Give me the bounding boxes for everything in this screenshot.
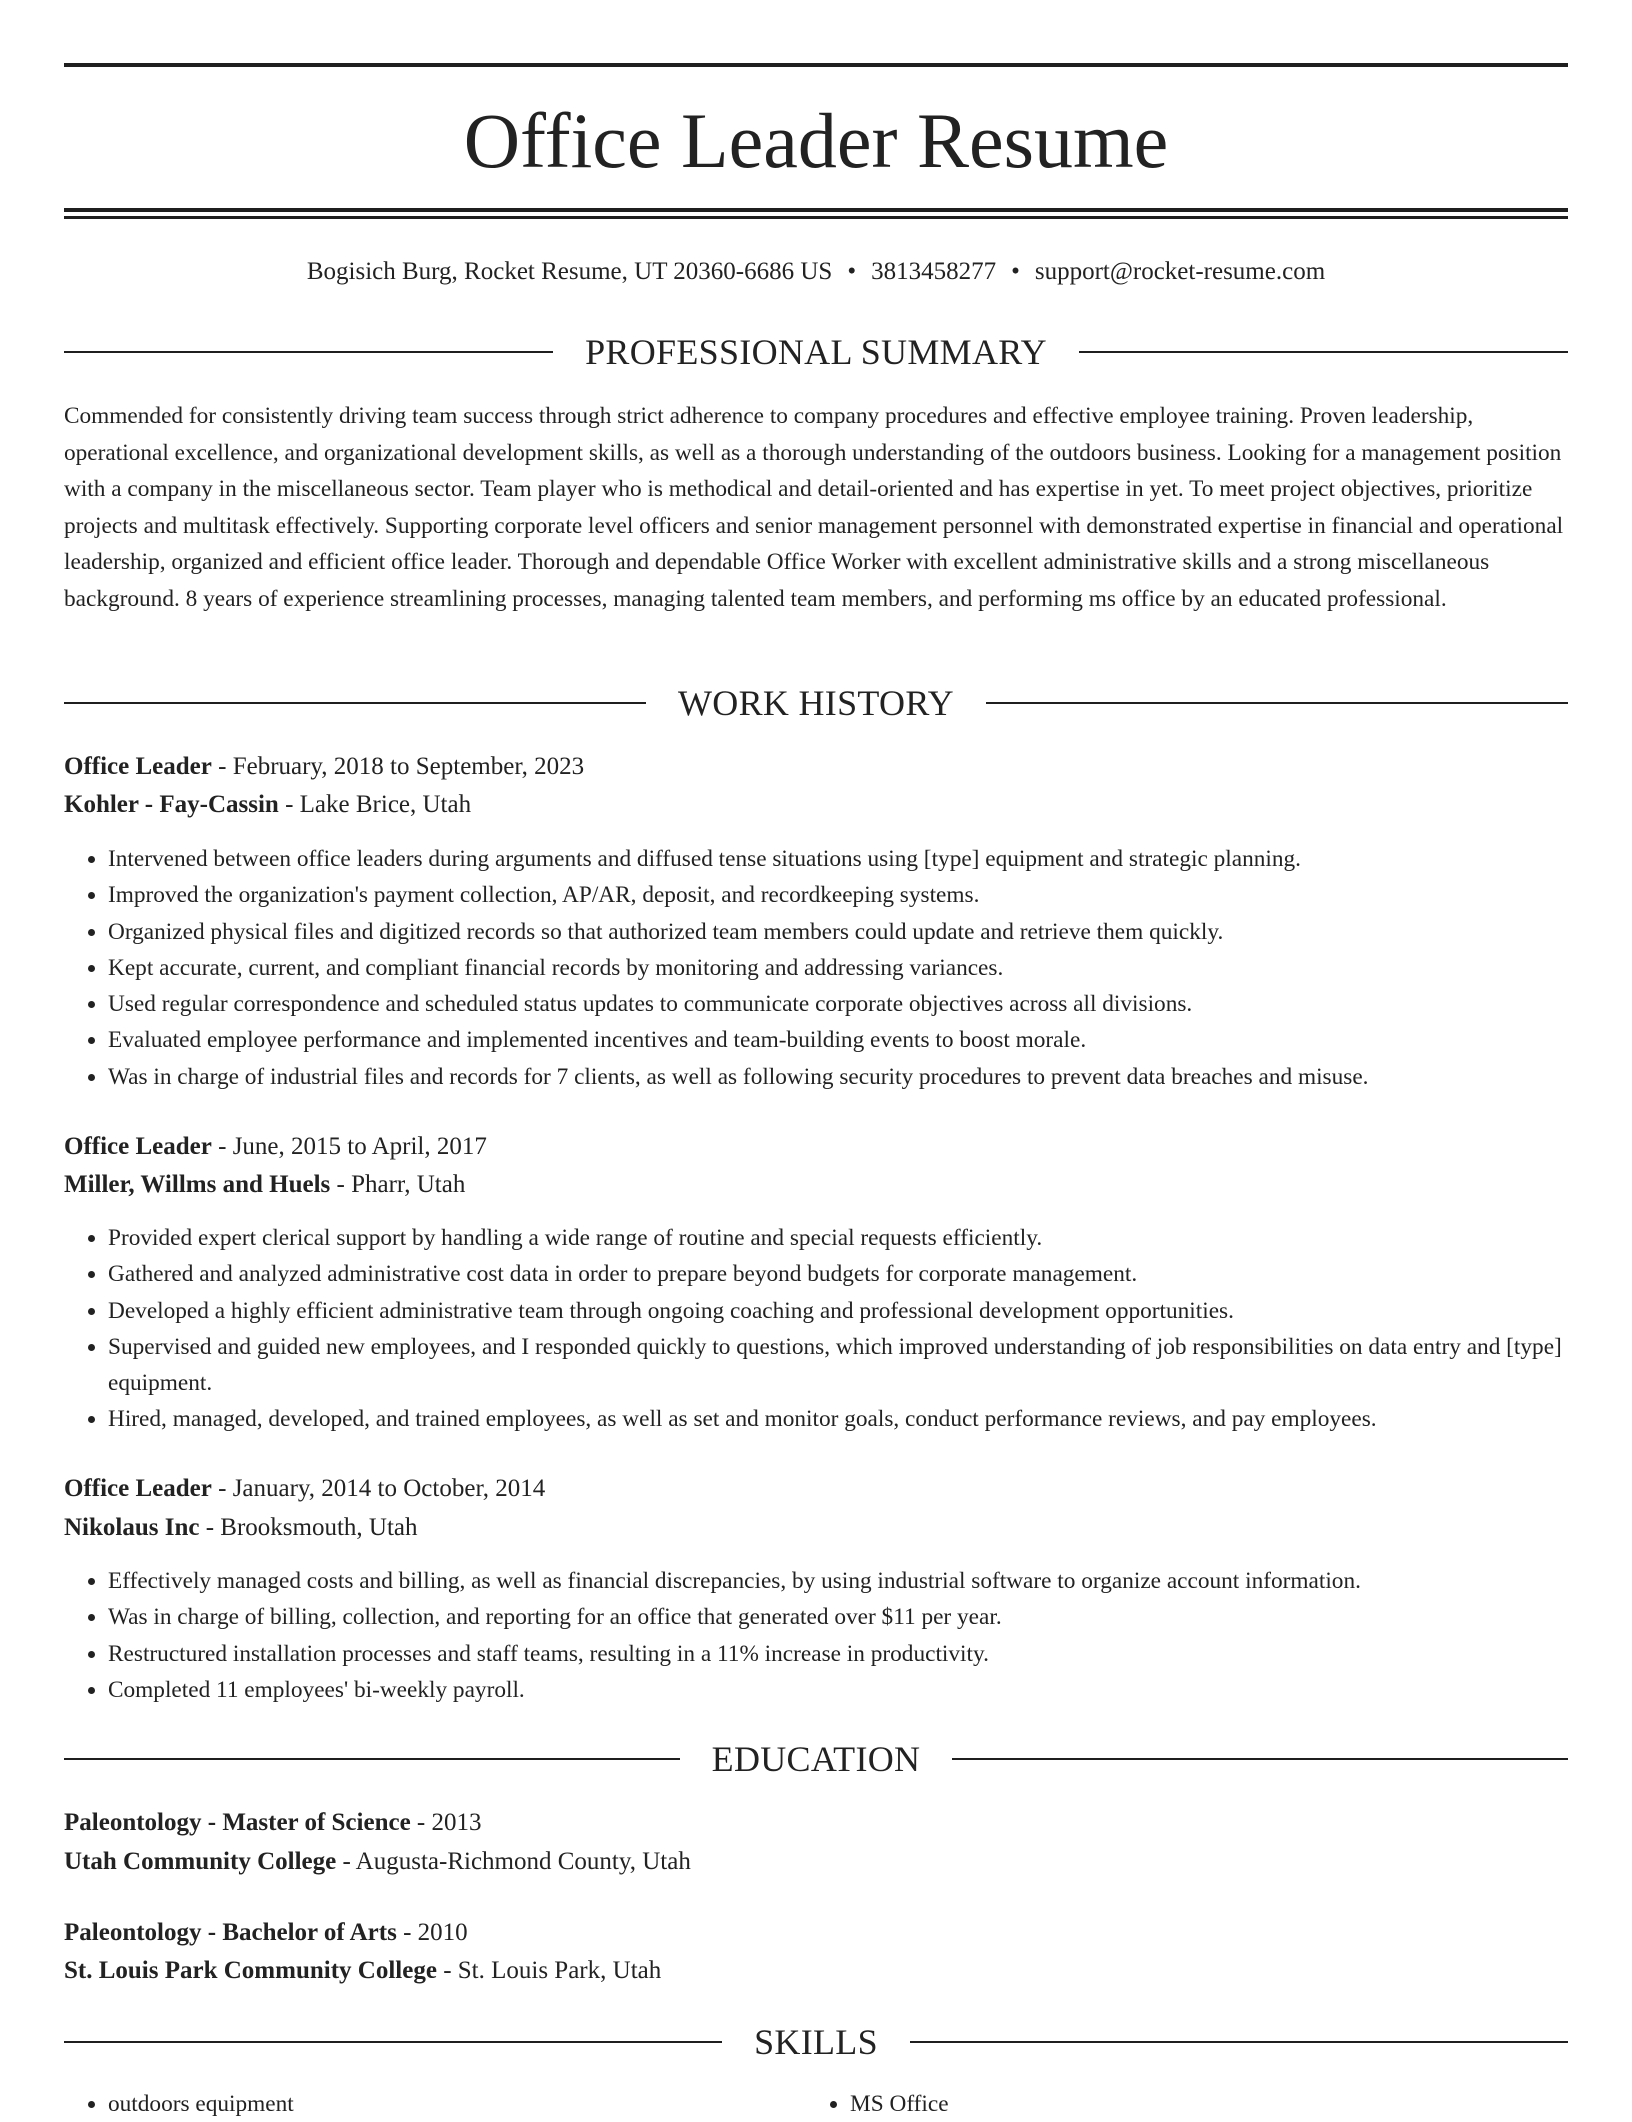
job-company: Miller, Willms and Huels <box>64 1171 331 1198</box>
job-bullets <box>64 1220 1612 1438</box>
list-item: • Kept accurate, current, and compliant financial records by monitoring and addressing variances. <box>108 950 1612 986</box>
education-school-line <box>64 1954 661 1988</box>
list-item: • Completed 11 employees' bi-weekly payroll. <box>108 1672 1612 1708</box>
education-degree-line <box>64 1916 468 1950</box>
heading-rule-left <box>64 1758 680 1760</box>
section-title: WORK HISTORY <box>678 683 954 723</box>
section-title: PROFESSIONAL SUMMARY <box>585 332 1047 372</box>
dash: - <box>436 1957 458 1984</box>
list-item: • Organized physical files and digitized records so that authorized team members could update and retrieve them quickly. <box>108 914 1612 950</box>
education-year: 2013 <box>431 1809 482 1836</box>
heading-rule-left <box>64 2041 722 2043</box>
dash: - <box>211 1475 233 1502</box>
list-item: • Improved the organization's payment collection, AP/AR, deposit, and recordkeeping systems. <box>108 877 1612 913</box>
education-degree: Paleontology - Master of Science <box>64 1809 411 1836</box>
education-location: Augusta-Richmond County, Utah <box>355 1848 691 1875</box>
dash: - <box>199 1514 221 1541</box>
heading-rule-right <box>986 702 1568 704</box>
list-item: • Hired, managed, developed, and trained employees, as well as set and monitor goals, conduct performance reviews, and pay employees. <box>108 1401 1612 1437</box>
job-title: Office Leader <box>64 753 212 780</box>
job-company-line <box>64 788 471 822</box>
skills-list-right <box>806 2086 949 2122</box>
resume-title: Office Leader Resume <box>463 97 1169 184</box>
dash: - <box>330 1171 352 1198</box>
list-item: • Used regular correspondence and scheduled status updates to communicate corporate objectives across all divisions. <box>108 986 1612 1022</box>
list-item: • Was in charge of industrial files and records for 7 clients, as well as following security procedures to prevent data breaches and misuse. <box>108 1059 1612 1095</box>
list-item: • Intervened between office leaders during arguments and diffused tense situations using [type] equipment and strategic planning. <box>108 841 1612 877</box>
job-company-line <box>64 1168 465 1202</box>
job-location: Lake Brice, Utah <box>299 791 472 818</box>
job-company: Nikolaus Inc <box>64 1514 200 1541</box>
section-title: EDUCATION <box>711 1739 921 1779</box>
top-rule <box>64 63 1568 67</box>
education-degree: Paleontology - Bachelor of Arts <box>64 1919 397 1946</box>
title-double-rule-lower <box>64 216 1568 219</box>
education-degree-line <box>64 1806 482 1840</box>
dash: - <box>410 1809 432 1836</box>
job-title-line <box>64 750 584 784</box>
job-location: Brooksmouth, Utah <box>220 1514 418 1541</box>
section-heading-education <box>64 1737 1568 1781</box>
job-location: Pharr, Utah <box>351 1171 466 1198</box>
heading-rule-left <box>64 351 553 353</box>
education-location: St. Louis Park, Utah <box>457 1957 662 1984</box>
dash: - <box>396 1919 418 1946</box>
job-title-line <box>64 1472 545 1506</box>
education-year: 2010 <box>417 1919 468 1946</box>
job-bullets <box>64 1563 1612 1708</box>
job-title: Office Leader <box>64 1475 212 1502</box>
job-dates: June, 2015 to April, 2017 <box>232 1133 487 1160</box>
list-item: • Supervised and guided new employees, and I responded quickly to questions, which improved understanding of job responsibilities on data entry and [type] equipment. <box>108 1329 1612 1402</box>
job-title-line <box>64 1130 487 1164</box>
job-bullets <box>64 841 1612 1095</box>
heading-rule-right <box>910 2041 1568 2043</box>
contact-address: Bogisich Burg, Rocket Resume, UT 20360-6686 US <box>306 258 833 285</box>
list-item: • Was in charge of billing, collection, and reporting for an office that generated over $11 per year. <box>108 1599 1612 1635</box>
job-company-line <box>64 1511 418 1545</box>
contact-separator: • <box>847 258 857 285</box>
dash: - <box>336 1848 356 1875</box>
title-double-rule-upper <box>64 208 1568 212</box>
section-heading-skills <box>64 2020 1568 2064</box>
summary-text: Commended for consistently driving team success through strict adherence to company procedures and effective employee training. Proven leadership, operational excellence, and organizational development skills, as well as a thorough understanding of the outdoors business. Looking for a management position with a company in the miscellaneous sector. Team player who is methodical and detail-oriented and has expertise in yet. To meet project objectives, prioritize projects and multitask effectively. Supporting corporate level officers and senior management personnel with demonstrated expertise in financial and operational leadership, organized and efficient office leader. Thorough and dependable Office Worker with excellent administrative skills and a strong miscellaneous background. 8 years of experience streamlining processes, managing talented team members, and performing ms office by an educated professional. <box>64 403 1564 612</box>
skill-item: • MS Office <box>850 2086 949 2122</box>
education-school: St. Louis Park Community College <box>64 1957 437 1984</box>
list-item: • Provided expert clerical support by handling a wide range of routine and special requests efficiently. <box>108 1220 1612 1256</box>
job-dates: February, 2018 to September, 2023 <box>232 753 585 780</box>
list-item: • Effectively managed costs and billing, as well as financial discrepancies, by using industrial software to organize account information. <box>108 1563 1612 1599</box>
dash: - <box>278 791 300 818</box>
contact-email: support@rocket-resume.com <box>1034 258 1326 285</box>
contact-separator: • <box>1011 258 1020 285</box>
section-heading-work <box>64 681 1568 725</box>
list-item: • Evaluated employee performance and implemented incentives and team-building events to boost morale. <box>108 1022 1612 1058</box>
contact-line <box>0 256 1632 288</box>
education-school-line <box>64 1845 691 1879</box>
heading-rule-left <box>64 702 646 704</box>
list-item: • Gathered and analyzed administrative cost data in order to prepare beyond budgets for corporate management. <box>108 1256 1612 1292</box>
section-heading-summary <box>64 330 1568 374</box>
dash: - <box>211 753 233 780</box>
job-company: Kohler - Fay-Cassin <box>64 791 279 818</box>
list-item: • Restructured installation processes and staff teams, resulting in a 11% increase in productivity. <box>108 1636 1612 1672</box>
skills-list-left <box>64 2086 294 2122</box>
job-dates: January, 2014 to October, 2014 <box>232 1475 546 1502</box>
heading-rule-right <box>1079 351 1568 353</box>
dash: - <box>211 1133 233 1160</box>
section-title: SKILLS <box>754 2022 878 2062</box>
job-title: Office Leader <box>64 1133 212 1160</box>
list-item: • Developed a highly efficient administrative team through ongoing coaching and professional development opportunities. <box>108 1293 1612 1329</box>
education-school: Utah Community College <box>64 1848 337 1875</box>
skill-item: • outdoors equipment <box>108 2086 294 2122</box>
contact-phone: 3813458277 <box>871 258 997 285</box>
heading-rule-right <box>952 1758 1568 1760</box>
